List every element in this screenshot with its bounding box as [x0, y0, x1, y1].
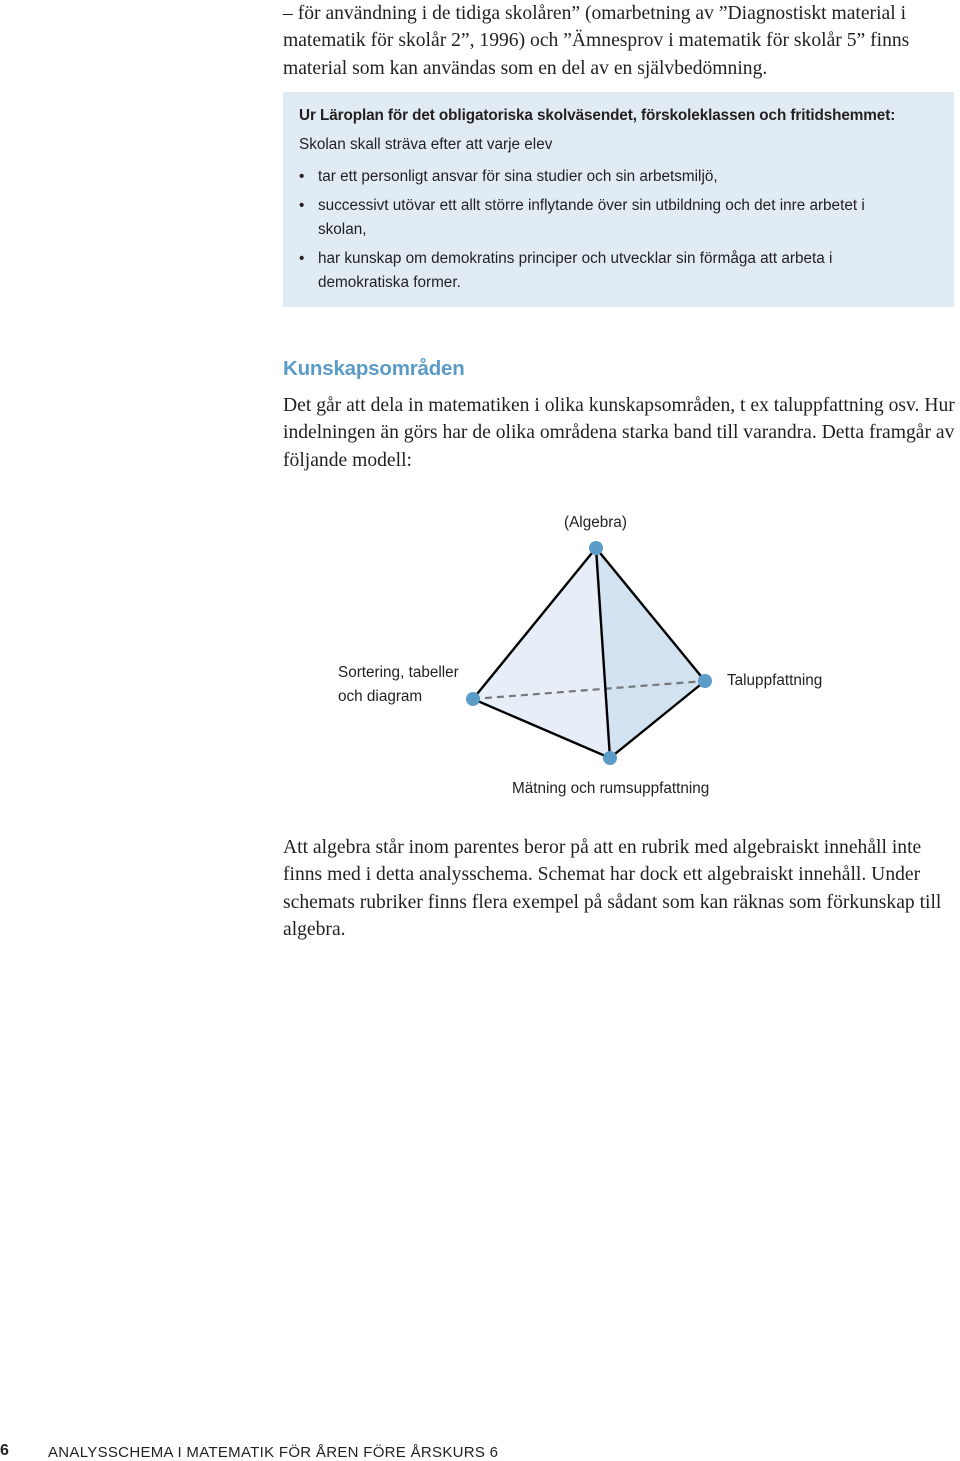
- bullet-icon: •: [299, 168, 305, 185]
- section-title: Kunskapsområden: [283, 357, 465, 380]
- vertex-matning: [603, 751, 617, 765]
- section-paragraph: Det går att dela in matematiken i olika kunskapsområden, t ex taluppfattning osv. Hur indelningen än görs har de olika områdena starka band till varandra. Detta framgår av följande modell:: [283, 395, 955, 471]
- running-title: ANALYSSCHEMA I MATEMATIK FÖR ÅREN FÖRE ÅRSKURS 6: [48, 1444, 499, 1461]
- intro-paragraph: – för användning i de tidiga skolåren” (omarbetning av ”Diagnostiskt material i matematik för skolår 2”, 1996) och ”Ämnesprov i matematik för skolår 5” finns material som kan användas som en del av en självbedömning.: [283, 3, 910, 79]
- bullet-text: successivt utövar ett allt större inflytande över sin utbildning och det inre arbetet i skolan,: [318, 197, 865, 238]
- page-number: 6: [0, 1442, 9, 1459]
- curriculum-box-heading: Ur Läroplan för det obligatoriska skolväsendet, förskoleklassen och fritidshemmet:: [299, 107, 896, 124]
- list-item: [299, 194, 889, 242]
- bullet-text: tar ett personligt ansvar för sina studier och sin arbetsmiljö,: [318, 168, 718, 185]
- diagram-label-matning: Mätning och rumsuppfattning: [512, 780, 710, 797]
- closing-paragraph: Att algebra står inom parentes beror på att en rubrik med algebraiskt innehåll inte finns med i detta analysschema. Schemat har dock ett algebraiskt innehåll. Under schemats rubriker finns flera exempel på sådant som kan räknas som förkunskap till algebra.: [283, 837, 942, 941]
- curriculum-box-lead: Skolan skall sträva efter att varje elev: [299, 136, 553, 153]
- list-item: [299, 165, 889, 189]
- diagram-label-algebra: (Algebra): [564, 514, 627, 531]
- vertex-taluppfattning: [698, 674, 712, 688]
- knowledge-areas-diagram: [300, 500, 860, 810]
- vertex-algebra: [589, 541, 603, 555]
- diagram-label-taluppfattning: Taluppfattning: [727, 672, 823, 689]
- list-item: [299, 247, 889, 295]
- diagram-label-sortering-line2: och diagram: [338, 688, 423, 705]
- tetrahedron-figure: [300, 500, 860, 810]
- bullet-icon: •: [299, 197, 305, 214]
- bullet-icon: •: [299, 250, 305, 267]
- tetrahedron-left-face: [473, 548, 610, 758]
- bullet-text: har kunskap om demokratins principer och utvecklar sin förmåga att arbeta i demokratiska former.: [318, 250, 833, 291]
- curriculum-quote-box: [283, 92, 954, 307]
- vertex-sortering: [466, 692, 480, 706]
- diagram-label-sortering-line1: Sortering, tabeller: [338, 664, 459, 681]
- curriculum-bullet-list: [299, 165, 889, 300]
